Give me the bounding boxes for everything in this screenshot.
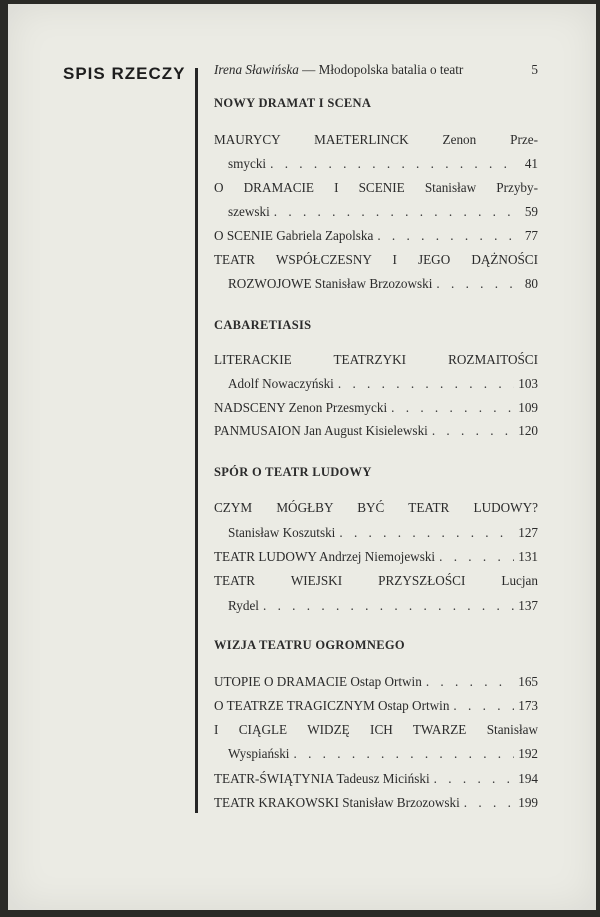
- toc-entry-line[interactable]: PANMUSAION Jan August Kisielewski . . . 120: [214, 423, 538, 439]
- leader-dots: [453, 698, 514, 714]
- page-number: 77: [524, 228, 538, 243]
- intro-title: — Młodopolska batalia o teatr: [298, 62, 464, 77]
- page-number: 137: [518, 598, 538, 613]
- page-title: SPIS RZECZY: [63, 64, 186, 83]
- page-number: 127: [518, 525, 538, 540]
- toc-entry-line[interactable]: O DRAMACIE I SCENIE Stanisław Przyby-: [214, 180, 538, 195]
- section-heading: NOWY DRAMAT I SCENA: [214, 96, 372, 110]
- toc-entry-intro[interactable]: [214, 62, 538, 78]
- leader-dots: [270, 156, 514, 172]
- page-number: 80: [524, 276, 538, 291]
- page-number: 131: [518, 549, 538, 564]
- leader-dots: [436, 276, 514, 292]
- leader-dots: [377, 228, 514, 244]
- leader-dots: [434, 771, 514, 787]
- page-number: 165: [518, 674, 538, 689]
- intro-author: Irena Sławińska: [214, 62, 299, 77]
- toc-entry-line[interactable]: O TEATRZE TRAGICZNYM Ostap Ortwin . . . 173: [214, 698, 538, 714]
- page-number: 173: [518, 698, 538, 713]
- toc-entry-line[interactable]: NADSCENY Zenon Przesmycki . . . 109: [214, 400, 538, 416]
- section-heading: SPÓR O TEATR LUDOWY: [214, 465, 372, 479]
- page-number: 199: [518, 795, 538, 810]
- page-number: 194: [518, 771, 538, 786]
- toc-entry-line[interactable]: I CIĄGLE WIDZĘ ICH TWARZE Stanisław: [214, 722, 538, 737]
- leader-dots: [274, 204, 514, 220]
- section-heading: CABARETIASIS: [214, 318, 312, 332]
- leader-dots: [464, 795, 514, 811]
- toc-entry-line[interactable]: MAURYCY MAETERLINCK Zenon Prze-: [214, 132, 538, 147]
- leader-dots: [426, 674, 514, 690]
- toc-entry-line[interactable]: Adolf Nowaczyński . . . 103: [214, 376, 538, 392]
- vertical-divider: [195, 68, 198, 813]
- toc-entry-line[interactable]: Rydel . . . 137: [214, 598, 538, 614]
- page-number: 120: [518, 423, 538, 438]
- leader-dots: [263, 598, 514, 614]
- page-number: 192: [518, 746, 538, 761]
- leader-dots: [338, 376, 514, 392]
- leader-dots: [439, 549, 514, 565]
- toc-entry-line[interactable]: TEATR WIEJSKI PRZYSZŁOŚCI Lucjan: [214, 573, 538, 588]
- toc-entry-line[interactable]: TEATR KRAKOWSKI Stanisław Brzozowski . . . 199: [214, 795, 538, 811]
- leader-dots: [432, 423, 514, 439]
- section-heading: WIZJA TEATRU OGROMNEGO: [214, 638, 405, 652]
- book-page: [8, 4, 596, 910]
- page-number: 5: [531, 62, 538, 77]
- page-number: 59: [524, 204, 538, 219]
- toc-entry-line[interactable]: ROZWOJOWE Stanisław Brzozowski . . . 80: [214, 276, 538, 292]
- toc-entry-line[interactable]: TEATR-ŚWIĄTYNIA Tadeusz Miciński . . . 194: [214, 771, 538, 787]
- toc-entry-line[interactable]: Wyspiański . . . 192: [214, 746, 538, 762]
- toc-entry-line[interactable]: szewski . . . 59: [214, 204, 538, 220]
- leader-dots: [339, 525, 514, 541]
- leader-dots: [391, 400, 514, 416]
- toc-entry-line[interactable]: TEATR WSPÓŁCZESNY I JEGO DĄŻNOŚCI: [214, 252, 538, 267]
- toc-entry-line[interactable]: LITERACKIE TEATRZYKI ROZMAITOŚCI: [214, 352, 538, 367]
- leader-dots: [293, 746, 514, 762]
- page-number: 103: [518, 376, 538, 391]
- toc-entry-line[interactable]: O SCENIE Gabriela Zapolska . . . 77: [214, 228, 538, 244]
- toc-entry-line[interactable]: smycki . . . 41: [214, 156, 538, 172]
- toc-entry-line[interactable]: CZYM MÓGŁBY BYĆ TEATR LUDOWY?: [214, 500, 538, 515]
- toc-entry-line[interactable]: Stanisław Koszutski . . . 127: [214, 525, 538, 541]
- toc-entry-line[interactable]: UTOPIE O DRAMACIE Ostap Ortwin . . . 165: [214, 674, 538, 690]
- page-number: 41: [524, 156, 538, 171]
- toc-entry-line[interactable]: TEATR LUDOWY Andrzej Niemojewski . . . 131: [214, 549, 538, 565]
- page-number: 109: [518, 400, 538, 415]
